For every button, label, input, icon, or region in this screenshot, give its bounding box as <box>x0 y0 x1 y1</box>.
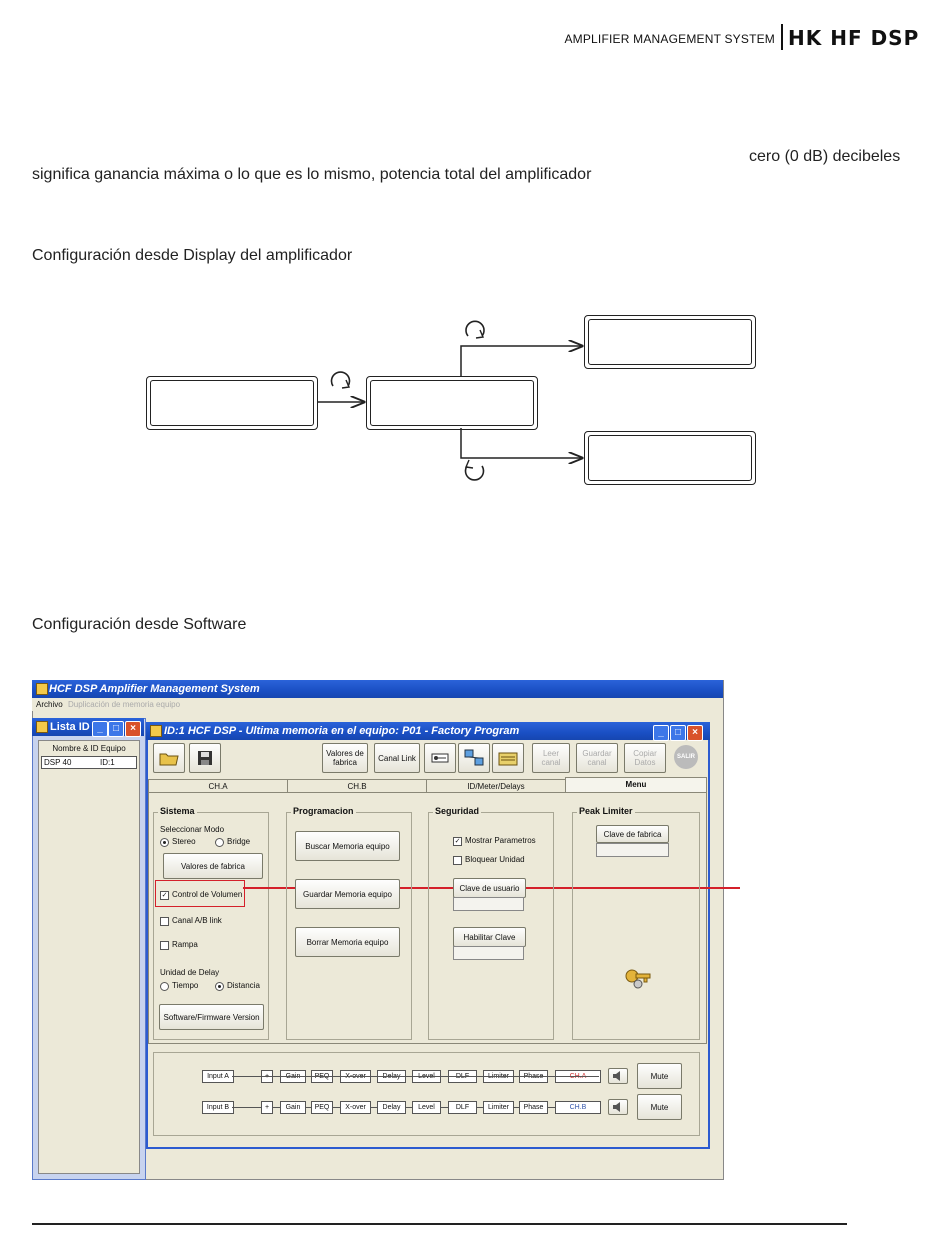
time-label: Tiempo <box>172 981 199 990</box>
input-b-box[interactable]: Input B <box>202 1101 234 1114</box>
chain-xover[interactable]: X-over <box>340 1101 371 1114</box>
tab-id-meter-delays[interactable]: ID/Meter/Delays <box>426 779 566 793</box>
footer-rule <box>32 1223 847 1225</box>
ab-link-label: Canal A/B link <box>172 916 222 925</box>
list-folder-icon <box>36 721 48 733</box>
list-column-header: Nombre & ID Equipo <box>52 744 126 753</box>
chain-gain[interactable]: Gain <box>280 1101 306 1114</box>
rotate-cw-icon <box>466 321 484 338</box>
child-title: ID:1 HCF DSP - Ultima memoria en el equipo: P01 - Factory Program <box>164 725 520 737</box>
input-a-box[interactable]: Input A <box>202 1070 234 1083</box>
menu-archivo[interactable]: Archivo <box>36 700 63 709</box>
list-titlebar <box>32 718 144 736</box>
child-folder-icon <box>150 725 162 737</box>
save-button[interactable] <box>189 743 221 773</box>
minimize-icon[interactable]: _ <box>653 725 669 741</box>
app-titlebar <box>32 680 723 698</box>
folder-button[interactable] <box>492 743 524 773</box>
system-title: AMPLIFIER MANAGEMENT SYSTEM <box>564 32 775 46</box>
heading-software-config: Configuración desde Software <box>32 616 247 633</box>
key-icon <box>624 968 652 990</box>
time-radio[interactable] <box>160 982 169 991</box>
device-list <box>38 740 140 1174</box>
mute-b-button[interactable]: Mute <box>637 1094 682 1120</box>
sistema-title: Sistema <box>160 806 195 816</box>
seguridad-title: Seguridad <box>435 806 480 816</box>
lock-unit-checkbox[interactable] <box>453 856 462 865</box>
signal-chain-panel <box>153 1052 700 1136</box>
maximize-icon[interactable]: □ <box>670 725 686 741</box>
version-button[interactable]: Software/Firmware Version <box>159 1004 264 1030</box>
chain-level[interactable]: Level <box>412 1101 441 1114</box>
enable-key-field[interactable] <box>453 946 524 960</box>
copy-data-button[interactable]: Copiar Datos <box>624 743 666 773</box>
key-icon <box>431 752 449 764</box>
floppy-disk-icon <box>197 750 213 766</box>
device-id: ID:1 <box>100 758 115 767</box>
chain-dlf[interactable]: DLF <box>448 1101 477 1114</box>
device-name: DSP 40 <box>44 758 72 767</box>
speaker-icon <box>612 1071 624 1081</box>
programacion-title: Programacion <box>293 806 354 816</box>
menu-duplicate[interactable]: Duplicación de memoria equipo <box>68 700 181 709</box>
close-icon[interactable]: × <box>125 721 141 737</box>
volume-control-checkbox[interactable]: ✓ <box>161 892 168 899</box>
factory-values-button[interactable]: Valores de fabrica <box>322 743 368 773</box>
chain-out-chb[interactable]: CH.B <box>555 1101 601 1114</box>
brand-logo: HK HF DSP <box>788 26 920 50</box>
seguridad-group <box>428 812 554 1040</box>
paragraph-line-1: cero (0 dB) decibeles <box>749 148 901 165</box>
speaker-icon <box>612 1102 624 1112</box>
tab-menu[interactable]: Menu <box>565 777 707 793</box>
read-channel-button[interactable]: Leer canal <box>532 743 570 773</box>
speaker-button[interactable] <box>608 1068 628 1084</box>
save-channel-button[interactable]: Guardar canal <box>576 743 618 773</box>
show-params-label: Mostrar Parametros <box>465 836 536 845</box>
app-title: HCF DSP Amplifier Management System <box>49 683 260 695</box>
bridge-radio[interactable] <box>215 838 224 847</box>
distance-radio[interactable] <box>215 982 224 991</box>
arrow-middle-to-top <box>461 346 582 376</box>
volume-control-label: Control de Volumen <box>172 890 243 899</box>
chain-line <box>232 1076 599 1077</box>
chain-limiter[interactable]: Limiter <box>483 1101 514 1114</box>
open-folder-icon <box>159 750 179 766</box>
menubar <box>32 698 723 711</box>
save-memory-button[interactable]: Guardar Memoria equipo <box>295 879 400 909</box>
close-icon[interactable]: × <box>687 725 703 741</box>
mode-label: Seleccionar Modo <box>160 825 225 834</box>
sistema-factory-button[interactable]: Valores de fabrica <box>163 853 263 879</box>
heading-display-config: Configuración desde Display del amplificador <box>32 247 353 264</box>
channel-link-button[interactable]: Canal Link <box>374 743 420 773</box>
network-icon <box>463 748 485 768</box>
maximize-icon[interactable]: □ <box>108 721 124 737</box>
rotate-cw-icon <box>332 372 350 388</box>
network-button[interactable] <box>458 743 490 773</box>
exit-button[interactable] <box>670 743 702 771</box>
delay-unit-label: Unidad de Delay <box>160 968 220 977</box>
enable-key-button[interactable]: Habilitar Clave <box>453 927 526 947</box>
key-button[interactable] <box>424 743 456 773</box>
chain-peq[interactable]: PEQ <box>311 1101 333 1114</box>
factory-key-button[interactable]: Clave de fabrica <box>596 825 669 843</box>
peak-limiter-title: Peak Limiter <box>579 806 633 816</box>
show-params-checkbox[interactable]: ✓ <box>454 838 461 845</box>
arrow-middle-to-bottom <box>461 428 582 458</box>
rotate-ccw-icon <box>466 460 484 480</box>
distance-label: Distancia <box>227 981 260 990</box>
speaker-button[interactable] <box>608 1099 628 1115</box>
child-titlebar <box>146 722 710 740</box>
open-folder-button[interactable] <box>153 743 185 773</box>
factory-key-field[interactable] <box>596 843 669 857</box>
mute-a-button[interactable]: Mute <box>637 1063 682 1089</box>
lock-unit-label: Bloquear Unidad <box>465 855 525 864</box>
search-memory-button[interactable]: Buscar Memoria equipo <box>295 831 400 861</box>
stereo-label: Stereo <box>172 837 196 846</box>
minimize-icon[interactable]: _ <box>92 721 108 737</box>
stereo-radio[interactable] <box>160 838 169 847</box>
user-key-field[interactable] <box>453 897 524 911</box>
delete-memory-button[interactable]: Borrar Memoria equipo <box>295 927 400 957</box>
list-title: Lista ID <box>50 721 90 733</box>
folder-icon <box>498 750 518 766</box>
ab-link-checkbox[interactable] <box>160 917 169 926</box>
chain-phase[interactable]: Phase <box>519 1101 548 1114</box>
chain-sum[interactable]: + <box>261 1101 273 1114</box>
ramp-label: Rampa <box>172 940 198 949</box>
paragraph-line-2: significa ganancia máxima o lo que es lo mismo, potencia total del amplificador <box>32 166 592 183</box>
ramp-checkbox[interactable] <box>160 941 169 950</box>
app-folder-icon <box>36 683 48 695</box>
chain-delay[interactable]: Delay <box>377 1101 406 1114</box>
volume-control-highlight <box>155 880 245 907</box>
list-item[interactable] <box>41 756 137 769</box>
user-key-button[interactable]: Clave de usuario <box>453 878 526 898</box>
bridge-label: Bridge <box>227 837 251 846</box>
tab-cha[interactable]: CH.A <box>148 779 288 793</box>
tab-chb[interactable]: CH.B <box>287 779 427 793</box>
exit-sign: SALIR <box>674 745 698 769</box>
flow-connectors <box>0 0 950 520</box>
